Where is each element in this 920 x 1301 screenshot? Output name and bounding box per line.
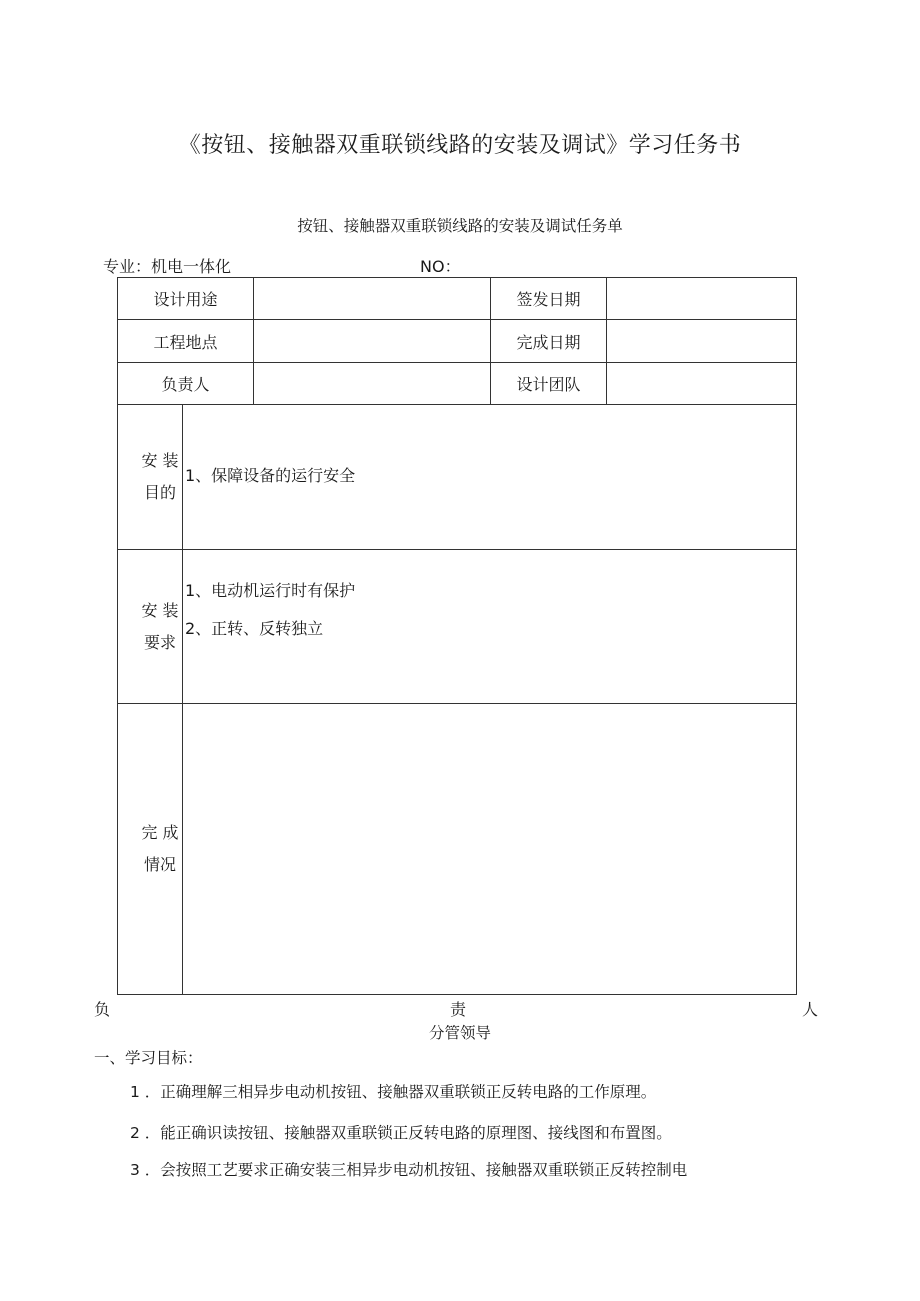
- requirements-item: 2、正转、反转独立: [185, 619, 324, 638]
- completion-label-line1: 完 成: [141, 823, 179, 842]
- table-row: [118, 278, 797, 320]
- objective-item: 2 ．能正确识读按钮、接触器双重联锁正反转电路的原理图、接线图和布置图。: [130, 1124, 672, 1142]
- table-row: [118, 550, 797, 704]
- design-purpose-field[interactable]: [254, 278, 491, 320]
- person-in-charge-field[interactable]: [254, 363, 491, 405]
- requirements-section-label: [118, 550, 183, 704]
- document-title: 《按钮、接触器双重联锁线路的安装及调试》学习任务书: [178, 133, 742, 158]
- table-row: [118, 405, 797, 550]
- completion-label-line2: 情况: [143, 855, 176, 874]
- objective-item: 1 ．正确理解三相异步电动机按钮、接触器双重联锁正反转电路的工作原理。: [130, 1083, 657, 1101]
- signature-char-fu: 负: [94, 1000, 111, 1019]
- completion-date-label: 完成日期: [491, 320, 607, 363]
- design-team-label: 设计团队: [491, 363, 607, 405]
- requirements-label-line1: 安 装: [141, 600, 179, 620]
- completion-section-content[interactable]: [183, 704, 797, 995]
- number-label: NO：: [420, 257, 461, 276]
- purpose-section-label: [118, 405, 183, 550]
- purpose-section-content[interactable]: [183, 405, 797, 550]
- requirements-section-content[interactable]: [183, 550, 797, 704]
- objective-item: 3 ．会按照工艺要求正确安装三相异步电动机按钮、接触器双重联锁正反转控制电: [130, 1161, 688, 1179]
- completion-date-field[interactable]: [607, 320, 797, 363]
- purpose-item: 1、保障设备的运行安全: [185, 466, 356, 485]
- major-label: 专业：机电一体化: [103, 257, 232, 276]
- table-row: [118, 363, 797, 405]
- supervising-leader-label: 分管领导: [428, 1024, 491, 1042]
- form-title: 按钮、接触器双重联锁线路的安装及调试任务单: [297, 217, 623, 235]
- requirements-label-line2: 要求: [143, 632, 176, 652]
- requirements-item: 1、电动机运行时有保护: [185, 581, 356, 600]
- completion-section-label: [118, 704, 183, 995]
- purpose-label-line2: 目的: [143, 483, 176, 502]
- learning-objectives-heading: 一、学习目标：: [94, 1049, 203, 1067]
- table-row: [118, 320, 797, 363]
- table-row: [118, 704, 797, 995]
- person-in-charge-label: 负责人: [118, 363, 254, 405]
- project-location-label: 工程地点: [118, 320, 254, 363]
- signature-char-ren: 人: [802, 1000, 819, 1019]
- issue-date-field[interactable]: [607, 278, 797, 320]
- design-team-field[interactable]: [607, 363, 797, 405]
- design-purpose-label: 设计用途: [118, 278, 254, 320]
- project-location-field[interactable]: [254, 320, 491, 363]
- signature-char-ze: 责: [450, 1000, 467, 1019]
- purpose-label-line1: 安 装: [141, 451, 179, 470]
- issue-date-label: 签发日期: [491, 278, 607, 320]
- task-form-table: [117, 277, 797, 995]
